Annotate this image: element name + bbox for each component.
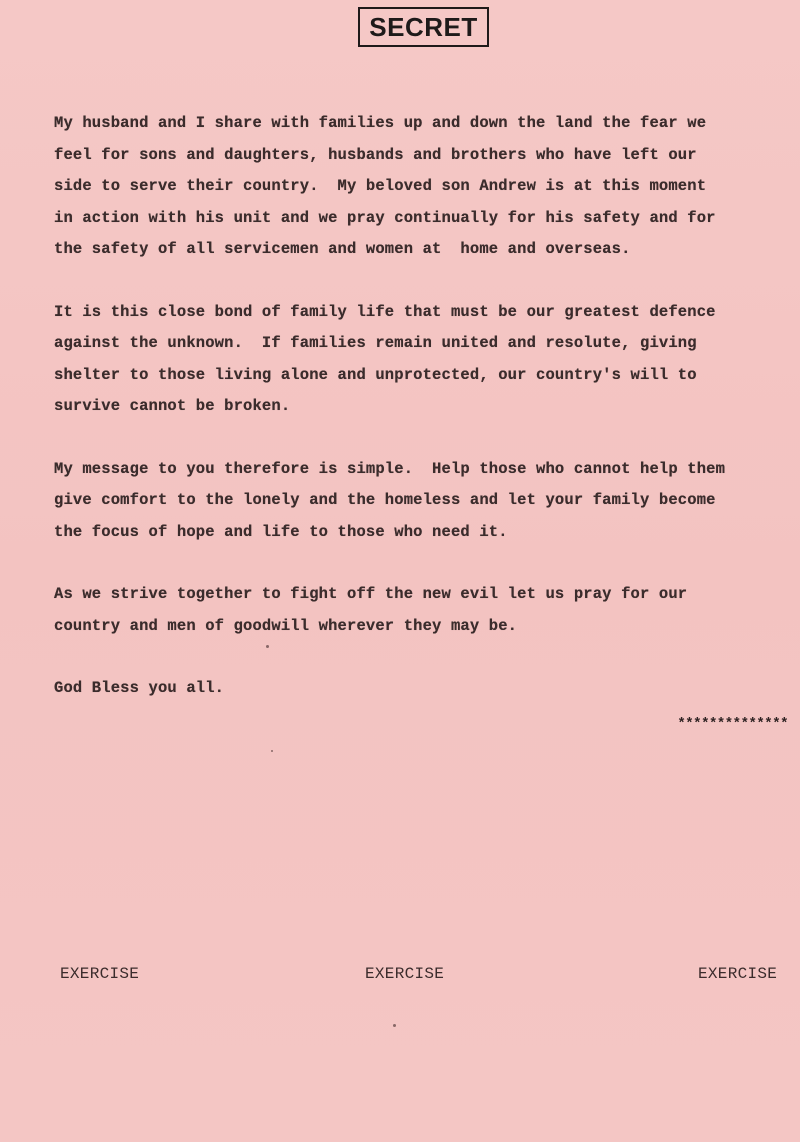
paper-speck [393,1024,396,1027]
footer-marking-left: EXERCISE [60,965,140,983]
paragraph-2: It is this close bond of family life that must be our greatest defence against the unknown. If families remain united and resolute, giving shelter to those living alone and unprotected, our country's will to survive cannot be broken. [54,302,716,415]
classification-stamp: SECRET [358,7,489,47]
footer-marking-right: EXERCISE [698,965,778,983]
paper-speck [266,645,269,648]
paper-speck [271,750,273,752]
end-separator: ************** [677,716,788,732]
paragraph-1: My husband and I share with families up and down the land the fear we feel for sons and daughters, husbands and brothers who have left our side to serve their country. My beloved son Andrew is at this moment in action with his unit and we pray continually for his safety and for the safety of all servicemen and women at home and overseas. [54,114,716,258]
paragraph-3: My message to you therefore is simple. Help those who cannot help them give comfort to the lonely and the homeless and let your family become the focus of hope and life to those who need it. [54,459,726,541]
closing-line: God Bless you all. [54,679,225,697]
footer-marking-center: EXERCISE [365,965,445,983]
message-body [54,108,800,705]
paragraph-4: As we strive together to fight off the new evil let us pray for our country and men of goodwill wherever they may be. [54,585,688,635]
